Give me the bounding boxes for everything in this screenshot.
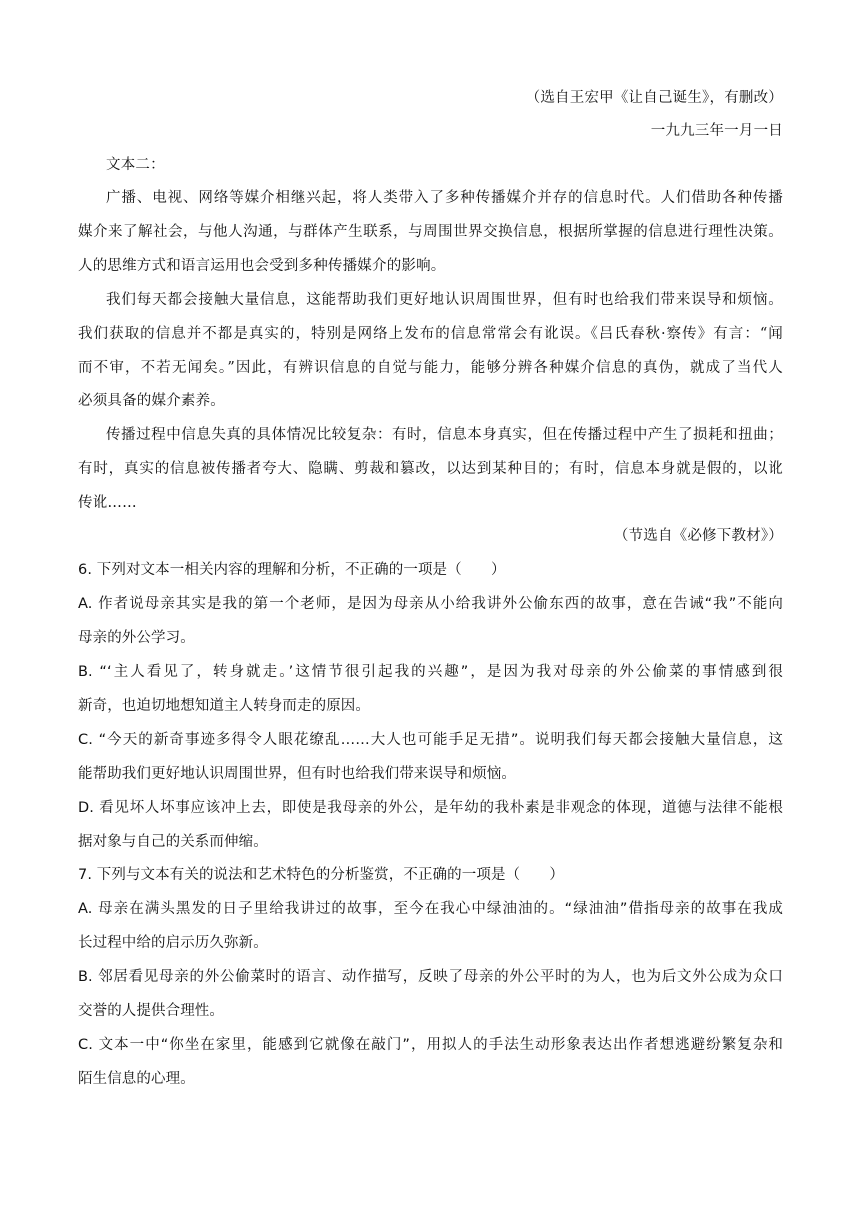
q6-option-a: A. 作者说母亲其实是我的第一个老师，是因为母亲从小给我讲外公偷东西的故事，意在告诫“我”不能向 <box>78 596 783 612</box>
q7-option-c-cont: 陌生信息的心理。 <box>78 1071 195 1087</box>
text2-line: 有时，真实的信息被传播者夸大、隐瞒、剪裁和篡改，以达到某种目的；有时，信息本身就是假的，以讹 <box>78 461 783 477</box>
q7-option-a-cont: 长过程中给的启示历久弥新。 <box>78 935 268 951</box>
text2-line: 我们获取的信息并不都是真实的，特别是网络上发布的信息常常会有讹误。《吕氏春秋·察传》有言：“闻 <box>78 326 783 342</box>
text2-heading: 文本二： <box>106 157 165 173</box>
text2-line: 必须具备的媒介素养。 <box>78 393 225 409</box>
q7-option-b: B. 邻居看见母亲的外公偷菜时的语言、动作描写，反映了母亲的外公平时的为人，也为后文外公成为众口 <box>78 969 783 985</box>
text2-line: 人的思维方式和语言运用也会受到多种传播媒介的影响。 <box>78 258 446 274</box>
q6-option-c-cont: 能帮助我们更好地认识周围世界，但有时也给我们带来误导和烦恼。 <box>78 766 516 782</box>
q7-option-c: C. 文本一中“你坐在家里，能感到它就像在敲门”，用拟人的手法生动形象表达出作者想逃避纷繁复杂和 <box>78 1037 783 1053</box>
q6-option-c: C. “今天的新奇事迹多得令人眼花缭乱……大人也可能手足无措”。说明我们每天都会接触大量信息，这 <box>78 732 783 748</box>
q6-option-a-cont: 母亲的外公学习。 <box>78 630 195 646</box>
text2-line: 广播、电视、网络等媒介相继兴起，将人类带入了多种传播媒介并存的信息时代。人们借助各种传播 <box>106 190 783 206</box>
question-7-stem: 7. 下列与文本有关的说法和艺术特色的分析鉴赏，不正确的一项是（ ） <box>78 867 564 883</box>
text2-source: （节选自《必修下教材》） <box>613 528 783 544</box>
text2-line: 而不审，不若无闻矣。”因此，有辨识信息的自觉与能力，能够分辨各种媒介信息的真伪，就成了当代人 <box>78 360 783 376</box>
q6-option-d: D. 看见坏人坏事应该冲上去，即使是我母亲的外公，是年幼的我朴素是非观念的体现，道德与法律不能根 <box>78 800 783 816</box>
q6-option-b: B. “‘主人看见了，转身就走。’这情节很引起我的兴趣”，是因为我对母亲的外公偷菜的事情感到很 <box>78 664 783 680</box>
q7-option-b-cont: 交誉的人提供合理性。 <box>78 1003 224 1019</box>
q6-option-b-cont: 新奇，也迫切地想知道主人转身而走的原因。 <box>78 698 370 714</box>
text2-line: 传播过程中信息失真的具体情况比较复杂：有时，信息本身真实，但在传播过程中产生了损耗和扭曲； <box>106 427 783 443</box>
q7-option-a: A. 母亲在满头黑发的日子里给我讲过的故事，至今在我心中绿油油的。“绿油油”借指母亲的故事在我成 <box>78 901 783 917</box>
date-line: 一九九三年一月一日 <box>650 123 783 139</box>
source-citation: （选自王宏甲《让自己诞生》，有删改） <box>525 90 783 106</box>
text2-line: 我们每天都会接触大量信息，这能帮助我们更好地认识周围世界，但有时也给我们带来误导和烦恼。 <box>106 292 783 308</box>
question-6-stem: 6. 下列对文本一相关内容的理解和分析，不正确的一项是（ ） <box>78 562 506 578</box>
text2-line: 传讹…… <box>78 495 137 511</box>
text2-line: 媒介来了解社会，与他人沟通，与群体产生联系，与周围世界交换信息，根据所掌握的信息进行理性决策。 <box>78 224 783 240</box>
q6-option-d-cont: 据对象与自己的关系而伸缩。 <box>78 834 268 850</box>
